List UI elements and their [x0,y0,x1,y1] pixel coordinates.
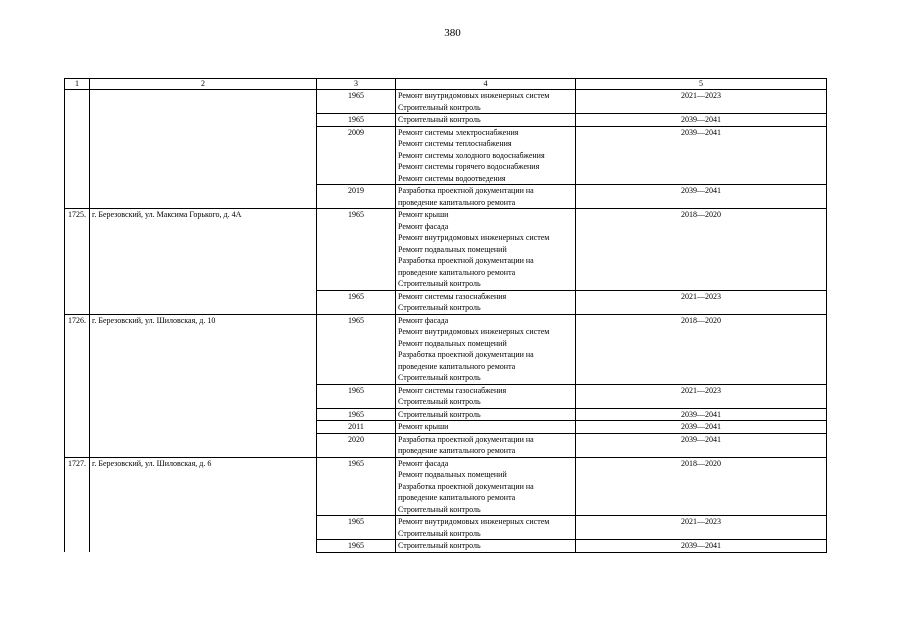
year-cell: 2019 [317,185,396,209]
work-item: проведение капитального ремонта [398,493,516,502]
table-row [65,90,827,114]
work-item: Ремонт внутридомовых инженерных систем [398,327,550,336]
table-row [65,457,827,516]
period-cell: 2039—2041 [576,540,827,553]
work-item: Ремонт системы электроснабжения [398,127,519,137]
house-number-cell [65,90,90,209]
work-item: проведение капитального ремонта [398,197,516,207]
period-cell: 2021—2023 [576,290,827,314]
year-cell: 2020 [317,433,396,457]
period-cell: 2021—2023 [576,384,827,408]
work-item: Ремонт системы газоснабжения [398,291,507,301]
year-cell: 1965 [317,90,396,114]
work-item: Ремонт крыши [398,422,449,431]
works-cell [396,126,576,185]
year-cell: 1965 [317,209,396,291]
column-header: 5 [576,79,827,90]
column-number-header-row [65,79,827,90]
works-cell [396,185,576,209]
period-cell: 2021—2023 [576,90,827,114]
work-item: Ремонт системы теплоснабжения [398,139,512,148]
period-cell: 2018—2020 [576,314,827,384]
works-cell [396,384,576,408]
work-item: Разработка проектной документации на [398,186,534,195]
work-item: Строительный контроль [398,102,481,112]
works-cell [396,540,576,553]
work-item: Разработка проектной документации на [398,256,534,265]
page-number: 380 [444,27,461,39]
work-item: Ремонт подвальных помещений [398,244,507,254]
period-cell: 2039—2041 [576,408,827,421]
year-cell: 1965 [317,114,396,127]
works-cell [396,516,576,540]
work-item: Ремонт внутридомовых инженерных систем [398,91,550,100]
work-item: Разработка проектной документации на [398,350,534,359]
work-item: Строительный контроль [398,409,481,419]
period-cell: 2039—2041 [576,433,827,457]
address-cell: г. Березовский, ул. Шиловская, д. 10 [90,314,317,457]
works-cell [396,421,576,434]
house-number-cell: 1727. [65,457,90,552]
table-body [65,90,827,553]
work-item: Ремонт крыши [398,210,449,219]
work-item: Ремонт внутридомовых инженерных систем [398,517,550,526]
works-cell [396,314,576,384]
year-cell: 1965 [317,516,396,540]
work-item: Ремонт подвальных помещений [398,338,507,348]
work-item: Строительный контроль [398,528,481,538]
work-item: Строительный контроль [398,115,481,124]
period-cell: 2018—2020 [576,457,827,516]
work-item: Строительный контроль [398,279,481,288]
address-cell: г. Березовский, ул. Шиловская, д. 6 [90,457,317,552]
year-cell: 1965 [317,384,396,408]
column-header: 3 [317,79,396,90]
year-cell: 1965 [317,314,396,384]
period-cell: 2039—2041 [576,421,827,434]
works-cell [396,457,576,516]
work-item: Строительный контроль [398,541,481,550]
works-cell [396,408,576,421]
work-item: Разработка проектной документации на [398,434,534,444]
column-header: 4 [396,79,576,90]
table-row [65,314,827,384]
work-item: проведение капитального ремонта [398,361,516,371]
works-cell [396,290,576,314]
work-item: Строительный контроль [398,504,481,514]
year-cell: 2009 [317,126,396,185]
year-cell: 1965 [317,408,396,421]
work-item: Ремонт системы водоотведения [398,173,506,183]
work-item: Разработка проектной документации на [398,481,534,491]
year-cell: 1965 [317,457,396,516]
year-cell: 1965 [317,540,396,553]
work-item: Ремонт фасада [398,221,449,231]
table-row [65,209,827,291]
works-cell [396,209,576,291]
house-number-cell: 1725. [65,209,90,315]
year-cell: 2011 [317,421,396,434]
address-cell [90,90,317,209]
work-item: Ремонт системы холодного водоснабжения [398,150,545,160]
work-item: Ремонт подвальных помещений [398,470,507,479]
work-item: Строительный контроль [398,373,481,382]
work-item: Ремонт фасада [398,315,449,325]
period-cell: 2018—2020 [576,209,827,291]
work-item: Строительный контроль [398,397,481,406]
work-item: Ремонт фасада [398,458,449,468]
address-cell: г. Березовский, ул. Максима Горького, д. 4А [90,209,317,315]
period-cell: 2039—2041 [576,126,827,185]
work-item: Ремонт внутридомовых инженерных систем [398,233,550,242]
works-cell [396,90,576,114]
work-item: проведение капитального ремонта [398,446,516,455]
work-item: проведение капитального ремонта [398,267,516,277]
column-header: 1 [65,79,90,90]
house-number-cell: 1726. [65,314,90,457]
work-item: Строительный контроль [398,303,481,312]
period-cell: 2039—2041 [576,114,827,127]
column-header: 2 [90,79,317,90]
work-item: Ремонт системы горячего водоснабжения [398,162,540,171]
period-cell: 2039—2041 [576,185,827,209]
year-cell: 1965 [317,290,396,314]
work-item: Ремонт системы газоснабжения [398,385,507,395]
period-cell: 2021—2023 [576,516,827,540]
works-cell [396,114,576,127]
works-cell [396,433,576,457]
repair-schedule-table [64,78,827,553]
